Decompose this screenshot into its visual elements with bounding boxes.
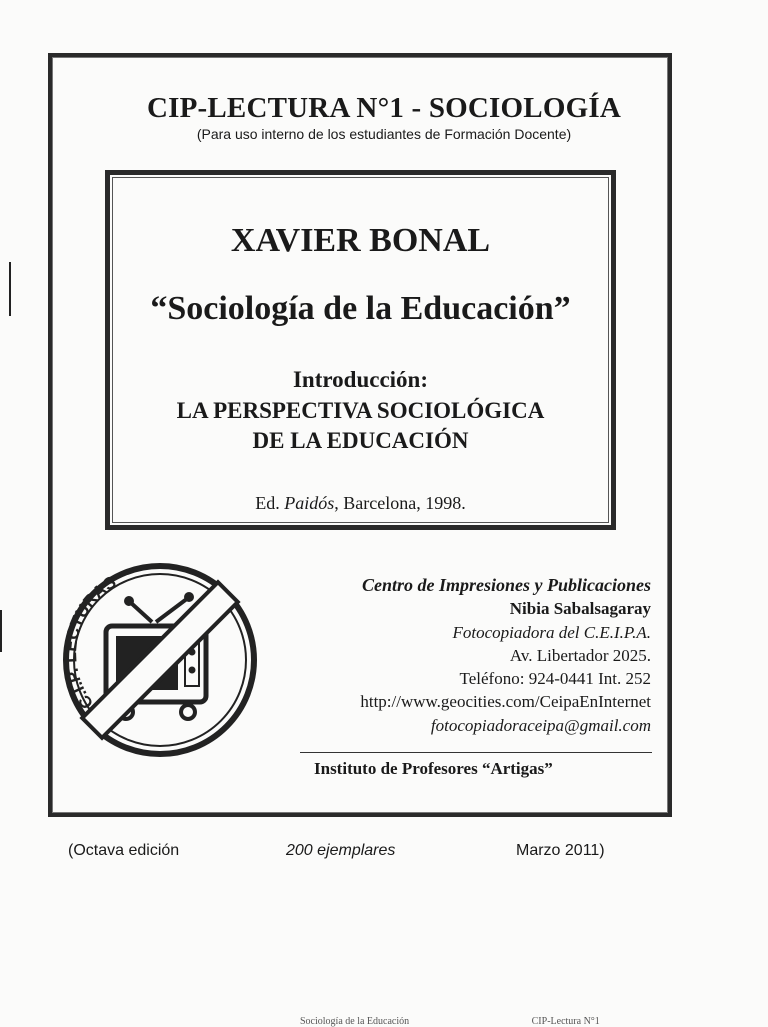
publisher-url: http://www.geocities.com/CeipaEnInternet: [360, 692, 651, 712]
footer-date: Marzo 2011): [516, 842, 605, 859]
publisher-center: Centro de Impresiones y Publicaciones: [362, 575, 651, 595]
margin-mark-bottom: [0, 610, 2, 652]
page-title: CIP-LECTURA N°1 - SOCIOLOGÍA: [146, 92, 621, 124]
intro-label: Introducción:: [292, 367, 429, 392]
publisher-block: [360, 574, 651, 737]
page-footer: [300, 1016, 720, 1027]
edition-info: [105, 493, 616, 514]
page-footer-right: CIP-Lectura N°1: [531, 1016, 600, 1027]
edition-prefix: Ed.: [255, 493, 285, 513]
publisher-contact-name: Nibia Sabalsagaray: [509, 599, 651, 619]
institute-name: Instituto de Profesores “Artigas”: [314, 759, 553, 778]
logo-text: C.I.P. LECTURAS: [61, 572, 120, 713]
divider: [300, 752, 652, 753]
chapter-title-line-2: DE LA EDUCACIÓN: [252, 428, 469, 453]
footer-copies: 200 ejemplares: [286, 842, 396, 859]
book-title: “Sociología de la Educación”: [150, 290, 571, 327]
author-name: XAVIER BONAL: [230, 222, 491, 259]
page-footer-left: Sociología de la Educación: [300, 1016, 410, 1027]
chapter-title-line-1: LA PERSPECTIVA SOCIOLÓGICA: [176, 398, 545, 423]
publisher-role: Fotocopiadora del C.E.I.P.A.: [452, 622, 651, 642]
publisher-phone: Teléfono: 924-0441 Int. 252: [459, 669, 651, 689]
tv-prohibited-stamp-icon: [60, 560, 260, 760]
publisher-name: Paidós: [284, 493, 335, 513]
publisher-email: fotocopiadoraceipa@gmail.com: [430, 715, 651, 735]
margin-mark-top: [9, 262, 11, 316]
edition-suffix: , Barcelona, 1998.: [334, 493, 466, 513]
page-subtitle: (Para uso interno de los estudiantes de Formación Docente): [196, 126, 572, 142]
publisher-address: Av. Libertador 2025.: [509, 645, 651, 665]
footer-edition: (Octava edición: [68, 842, 180, 859]
